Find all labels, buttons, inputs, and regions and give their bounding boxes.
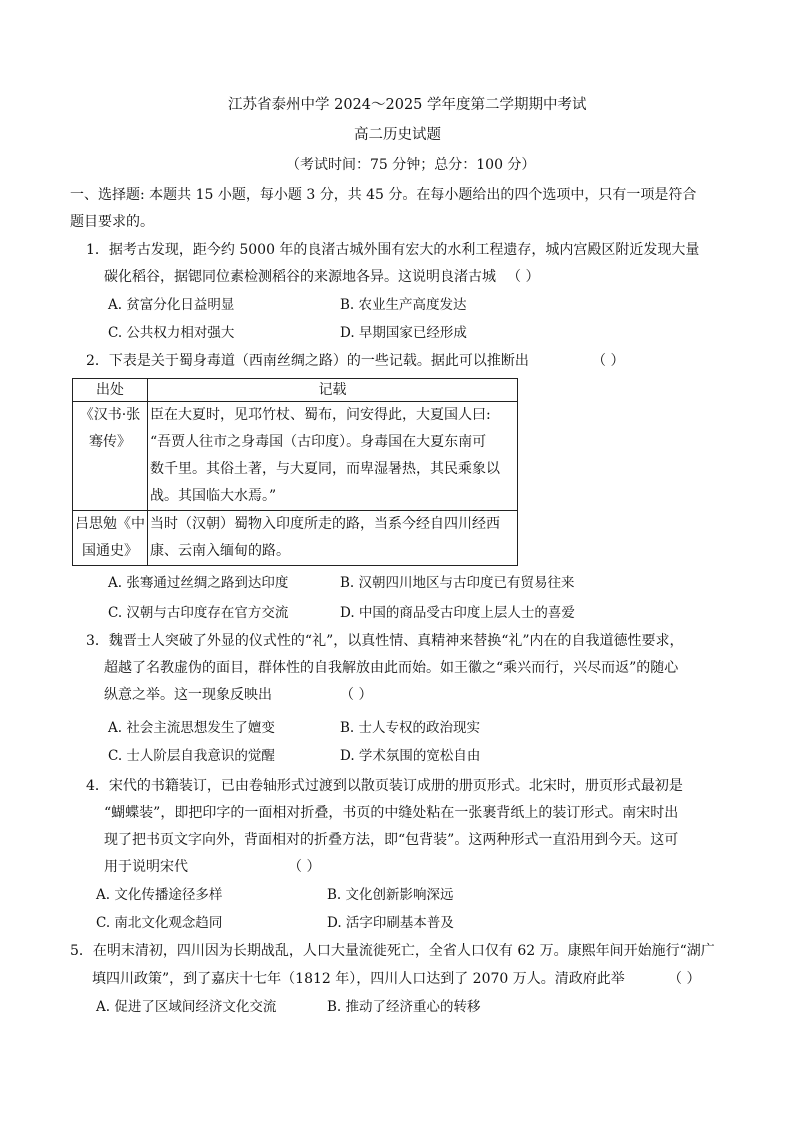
q1-option-b[interactable]: B. 农业生产高度发达 [340,297,467,313]
source-line: 《汉书·张 [79,407,141,423]
exam-title: 江苏省泰州中学 2024～2025 学年度第二学期期中考试 [228,97,587,113]
q3-answer-paren: （ ） [340,687,373,703]
source-line: 国通史》 [82,543,138,559]
table-row [73,402,518,511]
q1-option-d[interactable]: D. 早期国家已经形成 [340,325,467,341]
q3-option-a[interactable]: A. 社会主流思想发生了嬗变 [108,720,275,736]
table-cell-source [73,402,148,511]
q4-stem-line3: 现了把书页文字向外，背面相对的折叠方法，即“包背装”。这两种形式一直沿用到今天。这可 [104,832,679,848]
table-cell-record [148,402,518,511]
record-line: “吾贾人往市之身毒国（古印度）。身毒国在大夏东南可 [150,434,487,450]
exam-subtitle: 高二历史试题 [354,127,441,143]
q4-stem-line4: 用于说明宋代 [104,859,188,875]
q2-option-d[interactable]: D. 中国的商品受古印度上层人士的喜爱 [340,605,575,621]
table-header-record: 记载 [148,379,518,402]
q3-stem-line2: 超越了名教虚伪的面目，群体性的自我解放由此而始。如王徽之“乘兴而行，兴尽而返”的随心 [104,660,679,676]
q2-stem: 2．下表是关于蜀身毒道（西南丝绸之路）的一些记载。据此可以推断出 [86,353,529,369]
q2-record-table [72,378,518,566]
source-line: 吕思勉《中 [75,516,145,532]
q3-option-d[interactable]: D. 学术氛围的宽松自由 [340,748,481,764]
record-line: 臣在大夏时，见邛竹杖、蜀布，问安得此，大夏国人曰: [150,407,491,423]
q4-answer-paren: （ ） [288,859,321,875]
q2-option-b[interactable]: B. 汉朝四川地区与古印度已有贸易往来 [340,575,575,591]
table-cell-record [148,511,518,566]
table-header-source: 出处 [73,379,148,402]
q5-option-b[interactable]: B. 推动了经济重心的转移 [327,999,481,1015]
record-line: 康、云南入缅甸的路。 [150,543,290,559]
q1-option-a[interactable]: A. 贫富分化日益明显 [108,297,235,313]
section-instruction-line1: 一、选择题: 本题共 15 小题，每小题 3 分，共 45 分。在每小题给出的四个选项中，只有一项是符合 [70,187,697,203]
section-instruction-line2: 题目要求的。 [70,214,154,230]
exam-info: （考试时间：75 分钟；总分：100 分） [286,157,536,173]
table-cell-source [73,511,148,566]
q4-option-c[interactable]: C. 南北文化观念趋同 [96,915,223,931]
q5-answer-paren: （ ） [668,971,701,987]
q2-option-c[interactable]: C. 汉朝与古印度存在官方交流 [108,605,289,621]
q1-stem-line2: 碳化稻谷，据锶同位素检测稻谷的来源地各异。这说明良渚古城 [104,269,496,285]
q3-option-b[interactable]: B. 士人专权的政治现实 [340,720,481,736]
q5-option-a[interactable]: A. 促进了区域间经济文化交流 [96,999,277,1015]
q4-option-a[interactable]: A. 文化传播途径多样 [96,887,223,903]
q5-stem-line2: 填四川政策”，到了嘉庆十七年（1812 年），四川人口达到了 2070 万人。清政府此举 [92,971,625,987]
q1-option-c[interactable]: C. 公共权力相对强大 [108,325,235,341]
q4-stem-line2: “蝴蝶装”，即把印字的一面相对折叠，书页的中缝处粘在一张裹背纸上的装订形式。南宋时出 [104,805,679,821]
q3-option-c[interactable]: C. 士人阶层自我意识的觉醒 [108,748,275,764]
q4-option-d[interactable]: D. 活字印刷基本普及 [327,915,454,931]
q3-stem-line1: 3．魏晋士人突破了外显的仪式性的“礼”，以真性情、真精神来替换“礼”内在的自我道德性要求， [86,633,684,649]
table-header-row [73,379,518,402]
source-line: 骞传》 [89,434,131,450]
q4-option-b[interactable]: B. 文化创新影响深远 [327,887,454,903]
table-row [73,511,518,566]
record-line: 当时（汉朝）蜀物入印度所走的路，当系今经自四川经西 [150,516,500,532]
q3-stem-line3: 纵意之举。这一现象反映出 [104,687,272,703]
q4-stem-line1: 4．宋代的书籍装订，已由卷轴形式过渡到以散页装订成册的册页形式。北宋时，册页形式最初是 [86,778,683,794]
q2-option-a[interactable]: A. 张骞通过丝绸之路到达印度 [108,575,289,591]
q5-stem-line1: 5．在明末清初，四川因为长期战乱，人口大量流徙死亡，全省人口仅有 62 万。康熙年间开始施行“湖广 [70,943,715,959]
q1-answer-paren: （ ） [507,269,540,285]
q2-answer-paren: （ ） [592,353,625,369]
record-line: 战。其国临大水焉。” [150,488,277,504]
record-line: 数千里。其俗土著，与大夏同，而卑湿暑热，其民乘象以 [150,461,500,477]
q1-stem-line1: 1．据考古发现，距今约 5000 年的良渚古城外围有宏大的水利工程遗存，城内宫殿区附近发现大量 [86,242,700,258]
